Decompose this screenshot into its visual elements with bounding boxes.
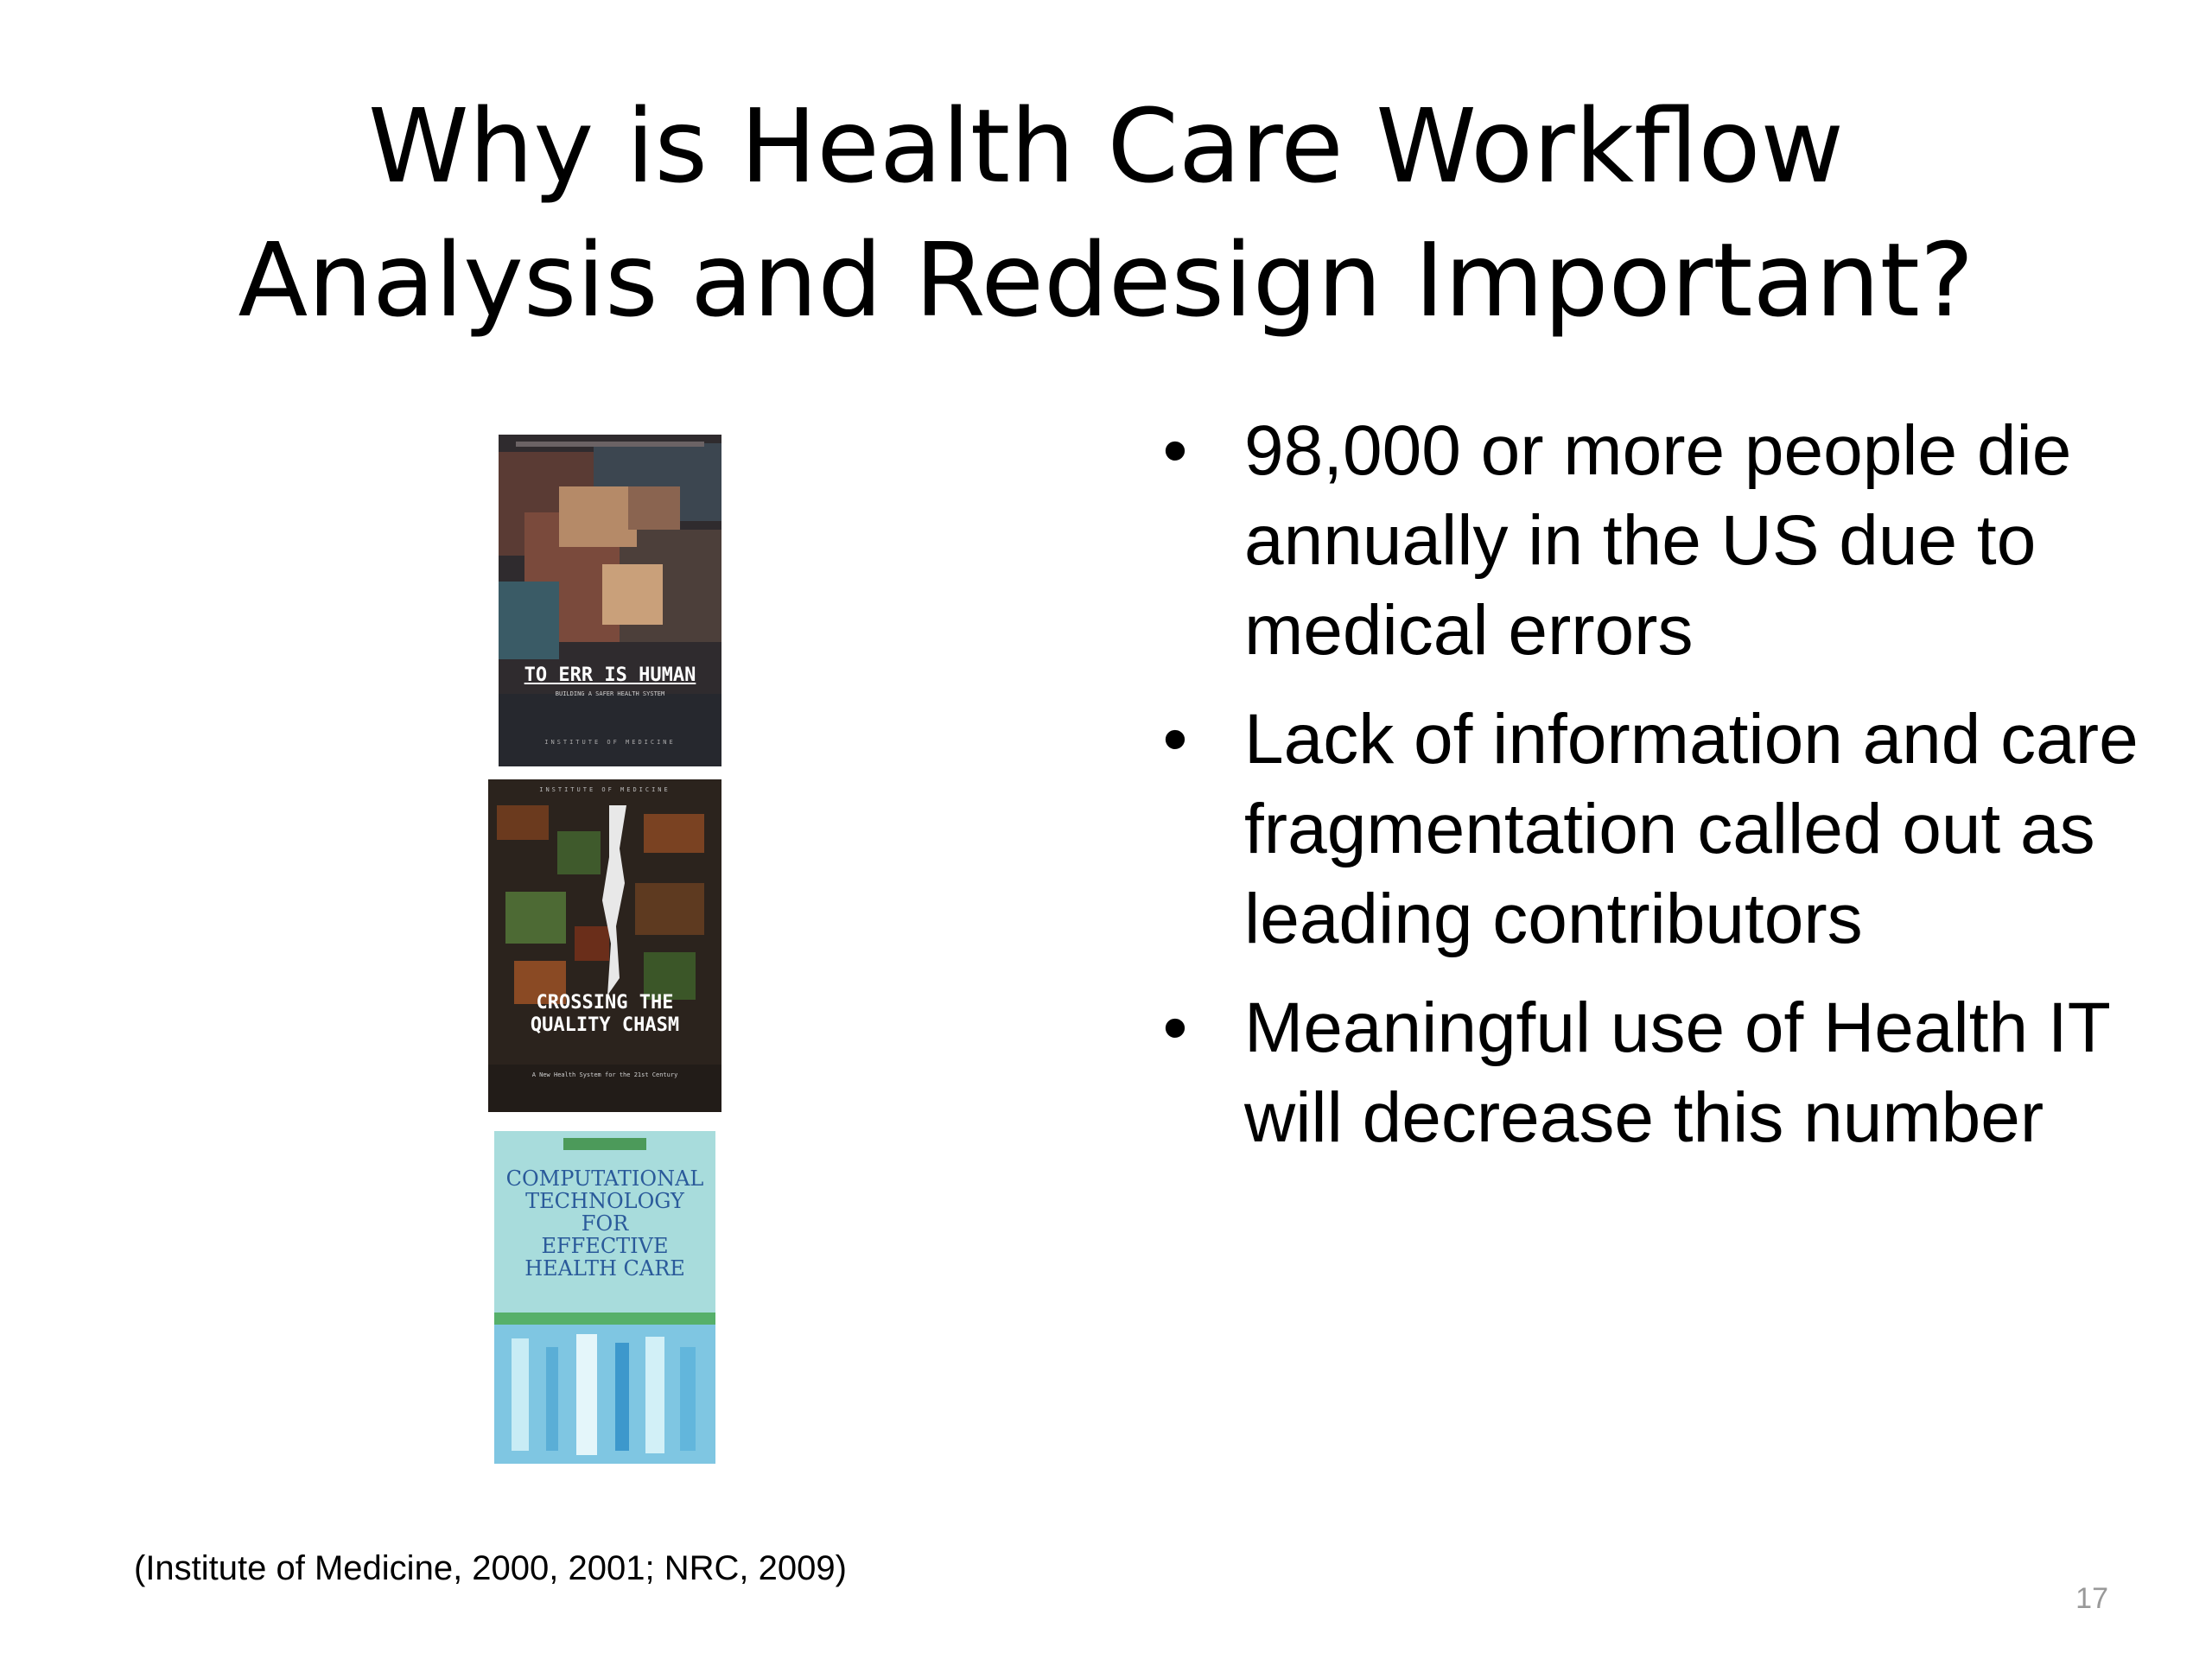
slide-title [0, 79, 2212, 347]
book-cover-computational-technology [494, 1131, 715, 1464]
bullet-item [1149, 406, 2143, 676]
book-2-publisher: INSTITUTE OF MEDICINE [539, 786, 671, 793]
bullet-marker: • [1162, 700, 1188, 779]
bullet-marker: • [1162, 988, 1188, 1067]
slide-title-line-1: Why is Health Care Workflow [367, 86, 1845, 206]
book-1-subtitle: BUILDING A SAFER HEALTH SYSTEM [555, 690, 665, 697]
book-2-title-line-1: CROSSING THE [536, 992, 674, 1014]
page-number: 17 [2075, 1582, 2108, 1615]
bullet-item [1149, 983, 2143, 1163]
book-3-title-line-3: FOR [581, 1211, 629, 1236]
book-cover-art-2 [488, 779, 721, 1112]
book-1-title: TO ERR IS HUMAN [524, 664, 696, 686]
citation: (Institute of Medicine, 2000, 2001; NRC, 2009) [134, 1549, 847, 1587]
book-cover-art-1 [499, 435, 721, 766]
book-2-title-line-2: QUALITY CHASM [530, 1014, 680, 1036]
slide-title-line-2: Analysis and Redesign Important? [238, 220, 1974, 340]
bullet-list [1149, 406, 2143, 1182]
book-cover-crossing-the-quality-chasm [488, 779, 721, 1112]
bullet-text: Lack of information and care fragmentation called out as leading contributors [1244, 700, 2139, 958]
book-3-title-line-5: HEALTH CARE [524, 1256, 685, 1281]
book-3-title-line-1: COMPUTATIONAL [505, 1166, 704, 1191]
bullet-text: 98,000 or more people die annually in the US due to medical errors [1244, 411, 2072, 670]
book-1-publisher: INSTITUTE OF MEDICINE [544, 739, 676, 746]
book-3-title-line-4: EFFECTIVE [541, 1234, 669, 1258]
bullet-text: Meaningful use of Health IT will decrease this number [1244, 988, 2110, 1157]
book-3-title-line-2: TECHNOLOGY [525, 1189, 684, 1213]
book-cover-to-err-is-human [499, 435, 721, 766]
bullet-item [1149, 695, 2143, 964]
book-2-subtitle: A New Health System for the 21st Century [531, 1071, 678, 1078]
bullet-marker: • [1162, 411, 1188, 490]
